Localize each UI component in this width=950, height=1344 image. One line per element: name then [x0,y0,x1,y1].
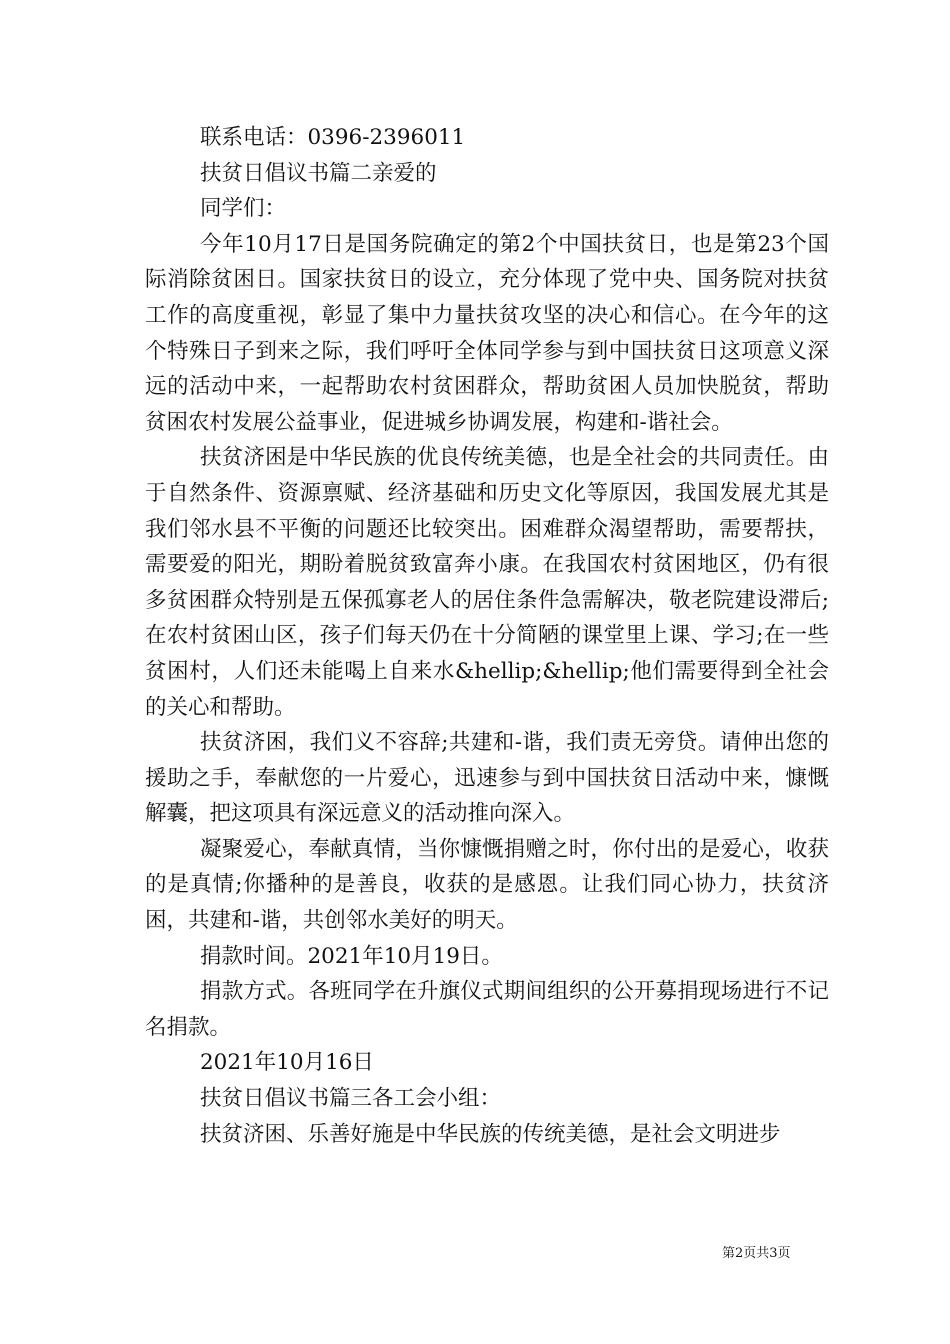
body-paragraph: 今年10月17日是国务院确定的第2个中国扶贫日，也是第23个国际消除贫困日。国家扶贫日的设立，充分体现了党中央、国务院对扶贫工作的高度重视，彰显了集中力量扶贫攻坚的决心和信心。在今年的这个特殊日子到来之际，我们呼吁全体同学参与到中国扶贫日这项意义深远的活动中来，一起帮助农村贫困群众，帮助贫困人员加快脱贫，帮助贫困农村发展公益事业，促进城乡协调发展，构建和-谐社会。 [145,231,829,435]
contact-phone-line: 联系电话：0396-2396011 [200,125,466,150]
document-body [145,120,829,1152]
body-paragraph: 扶贫济困，我们义不容辞;共建和-谐，我们责无旁贷。请伸出您的援助之手，奉献您的一片爱心，迅速参与到中国扶贫日活动中来，慷慨解囊，把这项具有深远意义的活动推向深入。 [145,730,829,827]
salutation: 同学们： [200,196,287,222]
section-three-heading: 扶贫日倡议书篇三各工会小组： [200,1086,502,1112]
date-line: 2021年10月16日 [200,1050,374,1076]
page-number: 第2页共3页 [722,1246,791,1261]
donation-time-line: 捐款时间。2021年10月19日。 [200,943,503,969]
donation-method-line: 捐款方式。各班同学在升旗仪式期间组织的公开募捐现场进行不记名捐款。 [145,979,829,1040]
body-paragraph: 扶贫济困是中华民族的优良传统美德，也是全社会的共同责任。由于自然条件、资源禀赋、经济基础和历史文化等原因，我国发展尤其是我们邻水县不平衡的问题还比较突出。困难群众渴望帮助，需要帮扶，需要爱的阳光，期盼着脱贫致富奔小康。在我国农村贫困地区，仍有很多贫困群众特别是五保孤寡老人的居住条件急需解决，敬老院建设滞后;在农村贫困山区，孩子们每天仍在十分简陋的课堂里上课、学习;在一些贫困村，人们还未能喝上自来水&hellip;&hellip;他们需要得到全社会的关心和帮助。 [145,445,829,720]
body-paragraph: 凝聚爱心，奉献真情，当你慷慨捐赠之时，你付出的是爱心，收获的是真情;你播种的是善良，收获的是感恩。让我们同心协力，扶贫济困，共建和-谐，共创邻水美好的明天。 [145,836,829,934]
section-two-heading: 扶贫日倡议书篇二亲爱的 [200,160,437,186]
body-paragraph: 扶贫济困、乐善好施是中华民族的传统美德，是社会文明进步 [200,1121,781,1147]
